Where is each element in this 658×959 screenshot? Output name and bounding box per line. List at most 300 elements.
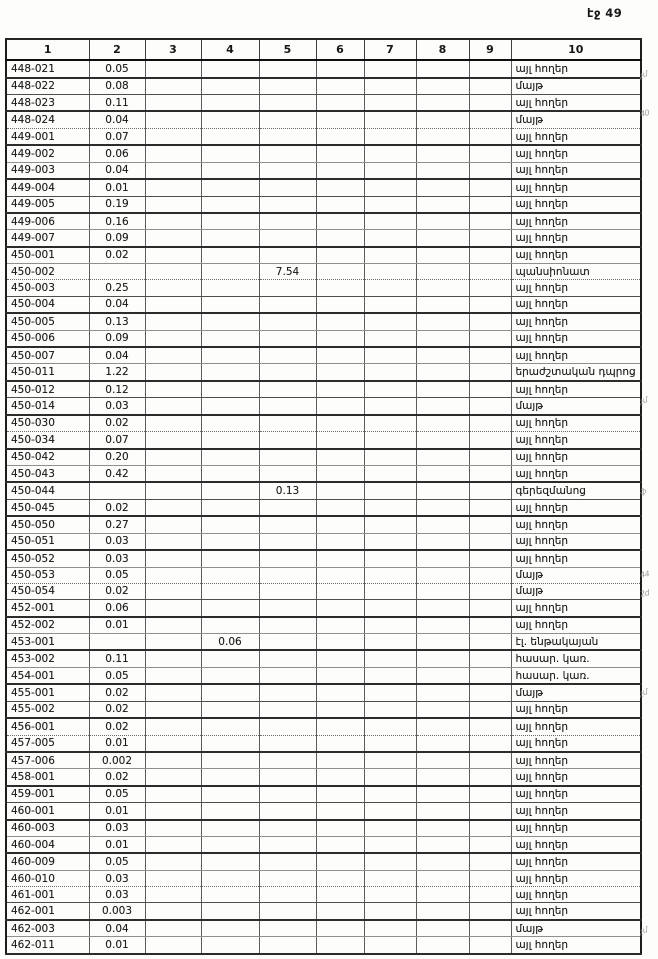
value-cell [364, 111, 416, 128]
value-cell [469, 567, 511, 583]
value-cell [145, 196, 201, 213]
value-cell [259, 330, 316, 347]
value-cell [469, 887, 511, 903]
value-cell [145, 583, 201, 599]
value-cell [201, 684, 259, 701]
value-cell [364, 347, 416, 364]
value-cell [316, 516, 364, 533]
value-cell [259, 735, 316, 752]
parcel-code-cell: 450-054 [6, 583, 89, 599]
table-row [6, 718, 641, 735]
value-cell [469, 398, 511, 415]
value-cell [364, 179, 416, 196]
land-use-cell: մայթ [511, 567, 641, 583]
value-cell [145, 213, 201, 230]
value-cell [416, 650, 469, 667]
value-cell [259, 701, 316, 718]
parcel-code-cell: 450-044 [6, 482, 89, 499]
value-cell [364, 920, 416, 937]
value-cell [364, 567, 416, 583]
parcel-code-cell: 462-011 [6, 937, 89, 954]
land-use-cell: այլ հողեր [511, 701, 641, 718]
value-cell [201, 145, 259, 162]
value-cell: 0.04 [89, 296, 145, 313]
land-use-cell: այլ հողեր [511, 820, 641, 837]
parcel-code-cell: 452-002 [6, 617, 89, 634]
value-cell [416, 432, 469, 449]
table-row [6, 583, 641, 599]
value-cell: 0.04 [89, 111, 145, 128]
value-cell [201, 330, 259, 347]
land-use-cell: այլ հողեր [511, 415, 641, 432]
value-cell [469, 617, 511, 634]
value-cell: 0.09 [89, 230, 145, 247]
value-cell [416, 78, 469, 95]
value-cell [416, 449, 469, 466]
land-use-cell: այլ հողեր [511, 853, 641, 870]
land-use-cell: այլ հողեր [511, 870, 641, 886]
value-cell [416, 803, 469, 820]
value-cell [364, 550, 416, 567]
value-cell [316, 128, 364, 145]
value-cell [364, 887, 416, 903]
value-cell [145, 633, 201, 650]
table-row [6, 903, 641, 920]
table-row [6, 94, 641, 111]
value-cell [201, 466, 259, 483]
value-cell [364, 820, 416, 837]
value-cell [416, 903, 469, 920]
value-cell [145, 870, 201, 886]
land-use-cell: այլ հողեր [511, 296, 641, 313]
land-use-cell: այլ հողեր [511, 330, 641, 347]
parcel-code-cell: 448-024 [6, 111, 89, 128]
value-cell [316, 466, 364, 483]
land-use-cell: այլ հողեր [511, 887, 641, 903]
page-number-label: էջ 49 [587, 6, 623, 20]
value-cell [416, 247, 469, 264]
value-cell [316, 887, 364, 903]
value-cell: 0.27 [89, 516, 145, 533]
value-cell [416, 128, 469, 145]
value-cell [145, 920, 201, 937]
value-cell: 0.002 [89, 752, 145, 769]
value-cell [259, 364, 316, 381]
value-cell [201, 60, 259, 78]
value-cell [469, 583, 511, 599]
value-cell [145, 650, 201, 667]
value-cell: 0.01 [89, 617, 145, 634]
value-cell [364, 516, 416, 533]
value-cell [259, 667, 316, 684]
value-cell [364, 752, 416, 769]
value-cell [416, 550, 469, 567]
value-cell [259, 550, 316, 567]
value-cell [416, 162, 469, 179]
table-row [6, 550, 641, 567]
value-cell [201, 820, 259, 837]
land-use-cell: այլ հողեր [511, 179, 641, 196]
value-cell: 0.19 [89, 196, 145, 213]
land-use-cell: այլ հողեր [511, 735, 641, 752]
value-cell: 0.03 [89, 887, 145, 903]
value-cell [469, 247, 511, 264]
table-row [6, 667, 641, 684]
value-cell [364, 145, 416, 162]
value-cell [201, 533, 259, 550]
value-cell [259, 633, 316, 650]
margin-mark: չմ [639, 69, 649, 80]
value-cell [416, 280, 469, 296]
value-cell [469, 803, 511, 820]
value-cell [145, 684, 201, 701]
value-cell [259, 415, 316, 432]
value-cell [145, 60, 201, 78]
value-cell [364, 78, 416, 95]
value-cell [416, 466, 469, 483]
value-cell [469, 550, 511, 567]
parcel-code-cell: 456-001 [6, 718, 89, 735]
land-parcel-table [5, 38, 642, 955]
parcel-code-cell: 450-030 [6, 415, 89, 432]
value-cell [416, 111, 469, 128]
value-cell [364, 870, 416, 886]
table-row [6, 364, 641, 381]
column-header: 9 [469, 39, 511, 60]
parcel-code-cell: 457-005 [6, 735, 89, 752]
value-cell [316, 296, 364, 313]
value-cell [201, 196, 259, 213]
value-cell [416, 600, 469, 617]
land-use-cell: այլ հողեր [511, 313, 641, 330]
table-row [6, 449, 641, 466]
value-cell [316, 920, 364, 937]
value-cell [259, 145, 316, 162]
value-cell: 0.02 [89, 701, 145, 718]
parcel-code-cell: 450-045 [6, 499, 89, 516]
value-cell [364, 264, 416, 280]
value-cell: 0.08 [89, 78, 145, 95]
value-cell [145, 466, 201, 483]
table-row [6, 769, 641, 786]
value-cell [316, 145, 364, 162]
value-cell [259, 937, 316, 954]
column-header: 6 [316, 39, 364, 60]
table-row [6, 247, 641, 264]
table-row [6, 313, 641, 330]
parcel-code-cell: 450-052 [6, 550, 89, 567]
land-use-cell: այլ հողեր [511, 466, 641, 483]
value-cell [259, 313, 316, 330]
column-header: 1 [6, 39, 89, 60]
margin-mark: 2d [639, 588, 651, 599]
value-cell [416, 264, 469, 280]
value-cell [145, 499, 201, 516]
value-cell [316, 196, 364, 213]
parcel-code-cell: 450-002 [6, 264, 89, 280]
value-cell [316, 820, 364, 837]
table-row [6, 347, 641, 364]
value-cell [201, 837, 259, 854]
parcel-code-cell: 462-001 [6, 903, 89, 920]
value-cell [469, 633, 511, 650]
value-cell [145, 381, 201, 398]
value-cell [145, 162, 201, 179]
value-cell [201, 78, 259, 95]
value-cell [469, 213, 511, 230]
value-cell [89, 264, 145, 280]
value-cell [201, 347, 259, 364]
value-cell [145, 111, 201, 128]
value-cell [469, 650, 511, 667]
parcel-code-cell: 449-007 [6, 230, 89, 247]
land-use-cell: այլ հողեր [511, 449, 641, 466]
value-cell [145, 415, 201, 432]
value-cell [316, 718, 364, 735]
value-cell [416, 701, 469, 718]
value-cell [364, 533, 416, 550]
parcel-code-cell: 448-021 [6, 60, 89, 78]
table-row [6, 820, 641, 837]
value-cell [469, 482, 511, 499]
value-cell [201, 583, 259, 599]
value-cell [316, 667, 364, 684]
value-cell [259, 449, 316, 466]
value-cell [145, 667, 201, 684]
value-cell [201, 516, 259, 533]
value-cell [201, 482, 259, 499]
value-cell [201, 617, 259, 634]
value-cell [201, 903, 259, 920]
land-use-cell: այլ հողեր [511, 718, 641, 735]
value-cell: 0.01 [89, 179, 145, 196]
value-cell [416, 60, 469, 78]
value-cell [469, 533, 511, 550]
value-cell [316, 449, 364, 466]
value-cell [416, 533, 469, 550]
value-cell: 0.06 [89, 145, 145, 162]
parcel-code-cell: 455-002 [6, 701, 89, 718]
parcel-code-cell: 450-003 [6, 280, 89, 296]
table-row [6, 230, 641, 247]
value-cell [316, 78, 364, 95]
value-cell [416, 752, 469, 769]
value-cell [259, 752, 316, 769]
value-cell [259, 213, 316, 230]
value-cell [145, 516, 201, 533]
land-use-cell: այլ հողեր [511, 752, 641, 769]
value-cell [364, 196, 416, 213]
value-cell: 0.02 [89, 684, 145, 701]
value-cell [316, 347, 364, 364]
value-cell [364, 415, 416, 432]
value-cell [259, 837, 316, 854]
value-cell: 0.05 [89, 853, 145, 870]
value-cell: 0.03 [89, 550, 145, 567]
value-cell [416, 617, 469, 634]
value-cell [316, 786, 364, 803]
value-cell [145, 296, 201, 313]
value-cell [364, 786, 416, 803]
land-use-cell: այլ հողեր [511, 128, 641, 145]
table-row [6, 296, 641, 313]
value-cell [201, 280, 259, 296]
value-cell [469, 196, 511, 213]
parcel-code-cell: 450-014 [6, 398, 89, 415]
value-cell [145, 937, 201, 954]
value-cell [416, 937, 469, 954]
table-row [6, 533, 641, 550]
table-row [6, 786, 641, 803]
value-cell [201, 550, 259, 567]
value-cell [259, 684, 316, 701]
value-cell [364, 583, 416, 599]
value-cell [259, 567, 316, 583]
land-use-cell: այլ հողեր [511, 837, 641, 854]
value-cell [259, 381, 316, 398]
value-cell [364, 432, 416, 449]
value-cell [469, 853, 511, 870]
value-cell [469, 364, 511, 381]
value-cell [316, 313, 364, 330]
land-use-cell: մայթ [511, 684, 641, 701]
value-cell [259, 296, 316, 313]
table-row [6, 60, 641, 78]
value-cell: 7.54 [259, 264, 316, 280]
value-cell [145, 347, 201, 364]
value-cell [145, 313, 201, 330]
table-row [6, 516, 641, 533]
value-cell [316, 247, 364, 264]
value-cell [364, 364, 416, 381]
value-cell [201, 381, 259, 398]
land-use-cell: այլ հողեր [511, 600, 641, 617]
value-cell: 0.01 [89, 735, 145, 752]
value-cell [145, 735, 201, 752]
value-cell [316, 415, 364, 432]
value-cell [259, 769, 316, 786]
value-cell [145, 280, 201, 296]
value-cell: 0.04 [89, 162, 145, 179]
value-cell [145, 264, 201, 280]
value-cell [259, 853, 316, 870]
margin-mark: 40 [639, 108, 651, 119]
land-use-cell: մայթ [511, 583, 641, 599]
value-cell [416, 837, 469, 854]
margin-mark: ֆ [639, 486, 647, 497]
parcel-code-cell: 449-004 [6, 179, 89, 196]
value-cell: 0.16 [89, 213, 145, 230]
value-cell [469, 667, 511, 684]
land-use-cell: այլ հողեր [511, 499, 641, 516]
parcel-code-cell: 455-001 [6, 684, 89, 701]
value-cell [145, 853, 201, 870]
value-cell [416, 145, 469, 162]
value-cell [469, 920, 511, 937]
value-cell [316, 617, 364, 634]
table-row [6, 111, 641, 128]
value-cell: 0.003 [89, 903, 145, 920]
value-cell [364, 381, 416, 398]
value-cell [416, 398, 469, 415]
table-row [6, 701, 641, 718]
value-cell: 0.06 [89, 600, 145, 617]
value-cell [201, 94, 259, 111]
value-cell [416, 887, 469, 903]
table-row [6, 128, 641, 145]
land-use-cell: գերեզմանոց [511, 482, 641, 499]
value-cell [259, 432, 316, 449]
value-cell [201, 230, 259, 247]
value-cell [364, 769, 416, 786]
value-cell [259, 78, 316, 95]
land-use-cell: այլ հողեր [511, 94, 641, 111]
parcel-code-cell: 450-034 [6, 432, 89, 449]
value-cell: 0.13 [89, 313, 145, 330]
land-use-cell: այլ հողեր [511, 162, 641, 179]
value-cell: 0.02 [89, 583, 145, 599]
table-row [6, 264, 641, 280]
land-use-cell: այլ հողեր [511, 347, 641, 364]
value-cell [145, 145, 201, 162]
value-cell [259, 887, 316, 903]
land-use-cell: այլ հողեր [511, 617, 641, 634]
value-cell [469, 330, 511, 347]
parcel-code-cell: 457-006 [6, 752, 89, 769]
land-use-cell: պանսիոնատ [511, 264, 641, 280]
value-cell: 0.13 [259, 482, 316, 499]
table-row [6, 482, 641, 499]
parcel-code-cell: 460-001 [6, 803, 89, 820]
value-cell [469, 128, 511, 145]
value-cell [469, 769, 511, 786]
land-use-cell: այլ հողեր [511, 247, 641, 264]
column-header: 2 [89, 39, 145, 60]
value-cell [364, 937, 416, 954]
value-cell [416, 633, 469, 650]
value-cell [416, 482, 469, 499]
value-cell [416, 313, 469, 330]
parcel-code-cell: 460-003 [6, 820, 89, 837]
value-cell [469, 381, 511, 398]
value-cell [316, 381, 364, 398]
table-row [6, 466, 641, 483]
value-cell [201, 499, 259, 516]
parcel-code-cell: 449-001 [6, 128, 89, 145]
parcel-code-cell: 450-004 [6, 296, 89, 313]
table-row [6, 415, 641, 432]
value-cell [316, 330, 364, 347]
column-header: 5 [259, 39, 316, 60]
value-cell [416, 381, 469, 398]
value-cell [201, 313, 259, 330]
value-cell [201, 870, 259, 886]
value-cell [416, 735, 469, 752]
value-cell [259, 111, 316, 128]
value-cell: 0.06 [201, 633, 259, 650]
value-cell: 0.25 [89, 280, 145, 296]
value-cell [316, 213, 364, 230]
table-row [6, 213, 641, 230]
value-cell [364, 280, 416, 296]
value-cell: 0.05 [89, 60, 145, 78]
value-cell [364, 60, 416, 78]
land-use-cell: այլ հողեր [511, 230, 641, 247]
value-cell [416, 415, 469, 432]
value-cell [364, 853, 416, 870]
value-cell [316, 853, 364, 870]
value-cell [259, 903, 316, 920]
